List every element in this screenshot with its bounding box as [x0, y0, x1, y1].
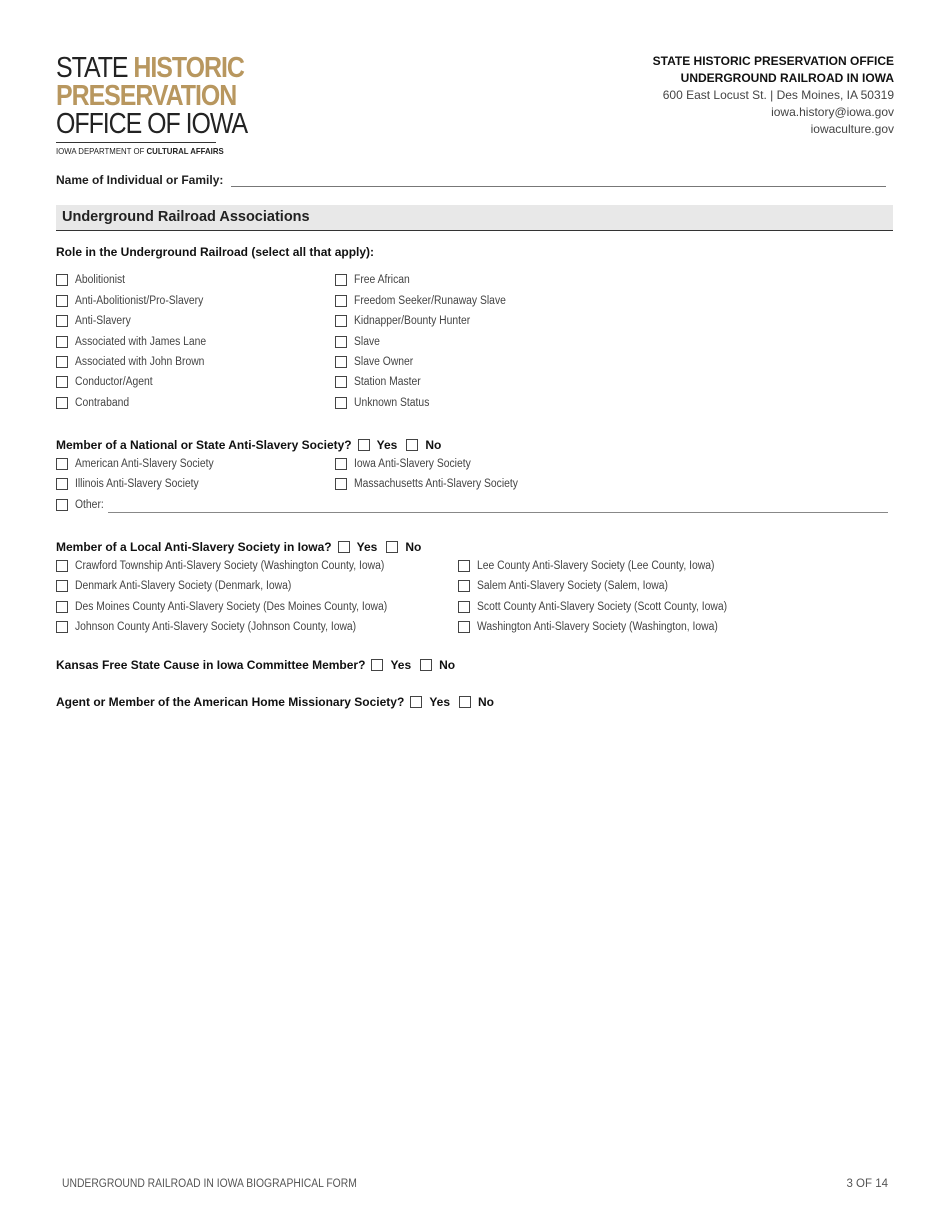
local-checkbox-denmark[interactable]: Denmark Anti-Slavery Society (Denmark, Iowa): [56, 580, 315, 592]
checkbox[interactable]: [335, 274, 347, 286]
national-checkbox-massachusetts[interactable]: Massachusetts Anti-Slavery Society: [335, 478, 536, 490]
national-checkbox-other[interactable]: Other:: [56, 499, 107, 511]
logo-subtitle: IOWA DEPARTMENT OF CULTURAL AFFAIRS: [56, 146, 224, 156]
checkbox[interactable]: [56, 560, 68, 572]
checkbox[interactable]: [335, 478, 347, 490]
checkbox[interactable]: [56, 315, 68, 327]
checkbox[interactable]: [56, 295, 68, 307]
checkbox[interactable]: [56, 356, 68, 368]
local-checkbox-crawford[interactable]: Crawford Township Anti-Slavery Society (Washington County, Iowa): [56, 560, 419, 572]
missionary-no-label: No: [478, 695, 495, 709]
missionary-yes-checkbox[interactable]: [410, 696, 422, 708]
national-no-label: No: [425, 438, 442, 452]
checkbox[interactable]: [458, 621, 470, 633]
local-checkbox-johnson[interactable]: Johnson County Anti-Slavery Society (Johnson County, Iowa): [56, 621, 387, 633]
office-address: 600 East Locust St. | Des Moines, IA 50319: [662, 88, 894, 102]
role-checkbox-free-african[interactable]: Free African: [335, 274, 416, 286]
logo-divider: [56, 142, 216, 143]
role-checkbox-slave[interactable]: Slave: [335, 336, 383, 348]
section-header: [56, 205, 893, 231]
checkbox[interactable]: [56, 621, 68, 633]
checkbox[interactable]: [56, 601, 68, 613]
checkbox[interactable]: [56, 499, 68, 511]
national-society-label: Member of a National or State Anti-Slavery Society?: [56, 438, 352, 452]
checkbox[interactable]: [335, 336, 347, 348]
local-society-question: [56, 540, 430, 554]
footer-page-number: 3 OF 14: [846, 1178, 888, 1190]
missionary-question: [56, 695, 503, 709]
checkbox[interactable]: [56, 580, 68, 592]
role-checkbox-slave-owner[interactable]: Slave Owner: [335, 356, 420, 368]
office-contact-block: [653, 53, 894, 138]
name-row: [56, 172, 886, 187]
program-title: UNDERGROUND RAILROAD IN IOWA: [680, 71, 894, 85]
local-yes-label: Yes: [356, 540, 378, 554]
national-no-checkbox[interactable]: [406, 439, 418, 451]
checkbox[interactable]: [335, 295, 347, 307]
logo-word-historic: HISTORIC: [133, 52, 244, 84]
office-email[interactable]: iowa.history@iowa.gov: [771, 105, 894, 119]
local-checkbox-scott[interactable]: Scott County Anti-Slavery Society (Scott County, Iowa): [458, 601, 755, 613]
local-no-checkbox[interactable]: [386, 541, 398, 553]
checkbox[interactable]: [56, 376, 68, 388]
local-checkbox-washington[interactable]: Washington Anti-Slavery Society (Washington, Iowa): [458, 621, 745, 633]
national-checkbox-iowa[interactable]: Iowa Anti-Slavery Society: [335, 458, 484, 470]
role-checkbox-abolitionist[interactable]: Abolitionist: [56, 274, 131, 286]
checkbox[interactable]: [458, 601, 470, 613]
kansas-yes-checkbox[interactable]: [371, 659, 383, 671]
checkbox[interactable]: [335, 376, 347, 388]
checkbox[interactable]: [56, 458, 68, 470]
role-checkbox-john-brown[interactable]: Associated with John Brown: [56, 356, 219, 368]
shpo-logo: [56, 52, 248, 156]
national-checkbox-american[interactable]: American Anti-Slavery Society: [56, 458, 229, 470]
role-checkbox-conductor[interactable]: Conductor/Agent: [56, 376, 161, 388]
checkbox[interactable]: [335, 315, 347, 327]
local-no-label: No: [405, 540, 422, 554]
office-website[interactable]: iowaculture.gov: [810, 122, 894, 136]
footer-form-title: UNDERGROUND RAILROAD IN IOWA BIOGRAPHICAL FORM: [62, 1178, 357, 1190]
checkbox[interactable]: [335, 356, 347, 368]
national-yes-checkbox[interactable]: [358, 439, 370, 451]
role-checkbox-unknown[interactable]: Unknown Status: [335, 397, 438, 409]
checkbox[interactable]: [56, 336, 68, 348]
checkbox[interactable]: [458, 560, 470, 572]
kansas-label: Kansas Free State Cause in Iowa Committee Member?: [56, 658, 366, 672]
checkbox[interactable]: [458, 580, 470, 592]
name-field-label: Name of Individual or Family:: [56, 173, 224, 187]
national-checkbox-illinois[interactable]: Illinois Anti-Slavery Society: [56, 478, 212, 490]
local-yes-checkbox[interactable]: [338, 541, 350, 553]
logo-word-state: STATE: [56, 52, 128, 84]
role-checkbox-freedom-seeker[interactable]: Freedom Seeker/Runaway Slave: [335, 295, 523, 307]
role-label: Role in the Underground Railroad (select all that apply):: [56, 245, 375, 259]
role-checkbox-anti-slavery[interactable]: Anti-Slavery: [56, 315, 137, 327]
kansas-question: [56, 658, 464, 672]
role-checkbox-kidnapper[interactable]: Kidnapper/Bounty Hunter: [335, 315, 483, 327]
checkbox[interactable]: [335, 397, 347, 409]
role-checkbox-station-master[interactable]: Station Master: [335, 376, 428, 388]
office-title: STATE HISTORIC PRESERVATION OFFICE: [652, 54, 894, 68]
national-society-question: [56, 438, 450, 452]
checkbox[interactable]: [56, 478, 68, 490]
kansas-no-checkbox[interactable]: [420, 659, 432, 671]
national-yes-label: Yes: [376, 438, 398, 452]
logo-word-preservation: PRESERVATION: [56, 80, 237, 112]
logo-word-office: OFFICE OF IOWA: [56, 108, 248, 140]
local-checkbox-salem[interactable]: Salem Anti-Slavery Society (Salem, Iowa): [458, 580, 689, 592]
role-checkbox-contraband[interactable]: Contraband: [56, 397, 135, 409]
missionary-no-checkbox[interactable]: [459, 696, 471, 708]
name-field-input[interactable]: [231, 172, 886, 187]
local-checkbox-des-moines[interactable]: Des Moines County Anti-Slavery Society (Des Moines County, Iowa): [56, 601, 422, 613]
other-society-input[interactable]: [108, 512, 888, 513]
role-checkbox-pro-slavery[interactable]: Anti-Abolitionist/Pro-Slavery: [56, 295, 218, 307]
missionary-label: Agent or Member of the American Home Missionary Society?: [56, 695, 405, 709]
checkbox[interactable]: [56, 397, 68, 409]
kansas-yes-label: Yes: [390, 658, 412, 672]
local-checkbox-lee[interactable]: Lee County Anti-Slavery Society (Lee County, Iowa): [458, 560, 741, 572]
checkbox[interactable]: [335, 458, 347, 470]
role-checkbox-james-lane[interactable]: Associated with James Lane: [56, 336, 221, 348]
checkbox[interactable]: [56, 274, 68, 286]
section-title: Underground Railroad Associations: [62, 209, 310, 225]
missionary-yes-label: Yes: [429, 695, 451, 709]
kansas-no-label: No: [439, 658, 456, 672]
local-society-label: Member of a Local Anti-Slavery Society in Iowa?: [56, 540, 332, 554]
